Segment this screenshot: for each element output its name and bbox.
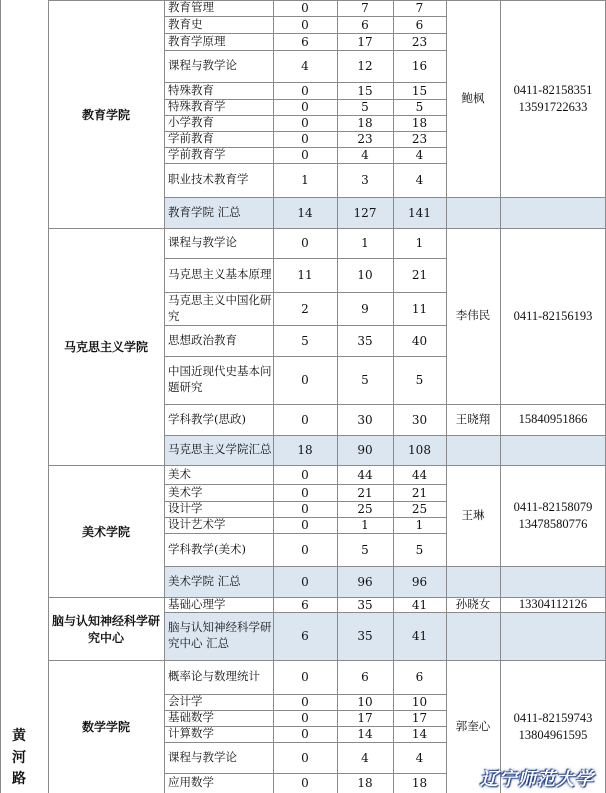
college-name: 教育学院 (81, 107, 130, 122)
major-name: 学科教学(思政) (168, 411, 246, 426)
summary-value: 14 (297, 205, 313, 220)
major-name: 设计学 (168, 501, 203, 516)
contact-person: 王琳 (461, 507, 485, 522)
major-name: 计算数学 (168, 726, 214, 741)
quota-value: 7 (361, 1, 369, 15)
grid-line (0, 0, 1, 793)
total-value: 4 (415, 173, 424, 187)
quota-value: 0 (301, 670, 309, 684)
contact-person: 孙晓女 (455, 596, 491, 611)
quota-value: 0 (301, 542, 309, 557)
phone-number: 13804961595 (518, 727, 588, 742)
quota-value: 4 (361, 750, 369, 765)
summary-total: 96 (411, 574, 428, 589)
total-value: 40 (411, 333, 428, 348)
college-name: 马克思主义学院 (63, 340, 148, 354)
major-name: 特殊教育 (168, 82, 214, 97)
summary-label: 马克思主义学院汇总 (168, 442, 272, 457)
major-name: 基础心理学 (168, 596, 226, 611)
major-name: 小学教育 (168, 115, 214, 130)
major-name: 教育管理 (168, 0, 214, 15)
phone-number: 0411-82159743 (513, 711, 593, 726)
contact-person: 郭奎心 (455, 718, 491, 733)
major-name: 教育学原理 (168, 33, 226, 48)
quota-value: 15 (357, 83, 373, 98)
total-value: 18 (411, 116, 428, 130)
major-name: 应用数学 (168, 775, 214, 790)
major-name: 马克思主义基本原理 (168, 267, 272, 282)
quota-value: 3 (361, 173, 369, 187)
total-value: 5 (415, 373, 424, 387)
college-name: 美术学院 (81, 524, 130, 539)
total-value: 16 (411, 59, 428, 73)
quota-value: 4 (361, 148, 369, 162)
summary-total: 41 (411, 629, 428, 643)
grid-line (446, 612, 606, 613)
major-name: 课程与教学论 (168, 235, 237, 250)
quota-value: 0 (301, 727, 309, 741)
quota-value: 0 (301, 148, 309, 162)
major-name: 中国近现代史基本问题研究 (168, 364, 272, 394)
quota-value: 0 (301, 100, 309, 114)
quota-value: 0 (301, 518, 309, 532)
total-value: 7 (415, 1, 424, 15)
quota-value: 6 (301, 597, 309, 612)
quota-value: 1 (301, 173, 309, 187)
quota-value: 0 (301, 1, 309, 15)
total-value: 1 (415, 518, 424, 532)
major-name: 会计学 (168, 694, 203, 709)
total-value: 4 (415, 750, 424, 765)
total-value: 1 (415, 236, 424, 250)
total-value: 25 (411, 502, 428, 516)
summary-value: 18 (297, 443, 313, 457)
major-name: 特殊教育学 (168, 99, 226, 114)
total-value: 5 (415, 100, 424, 114)
university-watermark: 辽宁师范大学 (480, 769, 594, 790)
summary-value: 35 (357, 629, 373, 643)
quota-value: 0 (301, 711, 309, 725)
quota-value: 1 (361, 236, 369, 250)
quota-value: 5 (361, 373, 369, 387)
major-name: 学前教育 (168, 131, 214, 146)
total-value: 4 (415, 148, 424, 162)
major-name: 学前教育学 (168, 147, 226, 162)
college-name: 数学学院 (81, 720, 130, 734)
major-name: 概率论与数理统计 (168, 669, 260, 684)
quota-value: 12 (357, 59, 373, 73)
contact-phone (500, 465, 606, 566)
quota-value: 0 (301, 236, 309, 250)
major-name: 学科教学(美术) (168, 541, 246, 556)
quota-value: 0 (301, 83, 309, 98)
major-name: 课程与教学论 (168, 58, 237, 73)
quota-value: 6 (361, 17, 369, 32)
major-name: 职业技术教育学 (168, 172, 249, 187)
grid-line (446, 566, 606, 567)
quota-value: 35 (357, 333, 373, 348)
contact-person: 李伟民 (455, 308, 491, 323)
quota-value: 5 (361, 100, 369, 114)
contact-phone: 15840951866 (518, 412, 588, 427)
quota-value: 18 (357, 116, 373, 130)
quota-value: 0 (301, 695, 309, 709)
summary-value: 90 (357, 443, 373, 457)
quota-value: 21 (357, 485, 373, 500)
quota-value: 0 (301, 132, 309, 146)
total-value: 23 (411, 132, 428, 146)
total-value: 44 (411, 467, 428, 482)
summary-total: 108 (408, 443, 431, 457)
total-value: 17 (411, 711, 428, 725)
quota-value: 0 (301, 485, 309, 500)
contact-phone: 0411-82156193 (513, 308, 593, 323)
major-name: 基础数学 (168, 710, 214, 725)
total-value: 41 (411, 597, 428, 612)
quota-value: 6 (301, 34, 309, 49)
total-value: 15 (411, 83, 428, 98)
quota-value: 0 (301, 467, 309, 482)
contact-person: 王晓翔 (455, 411, 491, 426)
quota-value: 14 (357, 727, 373, 741)
college-name: 脑与认知神经科学研究中心 (52, 613, 161, 645)
total-value: 30 (411, 412, 428, 427)
quota-value: 0 (301, 116, 309, 130)
summary-label: 教育学院 汇总 (168, 204, 241, 219)
quota-value: 1 (361, 518, 369, 532)
summary-value: 96 (357, 574, 373, 589)
summary-label: 美术学院 汇总 (168, 573, 241, 588)
quota-value: 0 (301, 412, 309, 427)
total-value: 18 (411, 776, 428, 790)
quota-value: 9 (361, 301, 369, 316)
quota-value: 44 (357, 467, 373, 482)
quota-value: 11 (297, 268, 313, 282)
total-value: 6 (415, 670, 424, 684)
quota-value: 0 (301, 776, 309, 790)
summary-label: 脑与认知神经科学研究中心 汇总 (168, 620, 272, 650)
quota-value: 17 (357, 34, 373, 49)
major-name: 教育史 (168, 16, 203, 31)
quota-value: 4 (301, 59, 309, 73)
quota-value: 23 (357, 132, 373, 146)
quota-value: 18 (357, 776, 373, 790)
summary-value: 6 (301, 629, 309, 643)
quota-value: 0 (301, 17, 309, 32)
contact-phone: 13304112126 (518, 597, 588, 612)
phone-number: 0411-82158079 (513, 500, 593, 515)
phone-number: 13478580776 (518, 516, 588, 531)
phone-number: 13591722633 (518, 99, 588, 114)
summary-total: 141 (408, 205, 431, 220)
quota-value: 0 (301, 750, 309, 765)
quota-value: 0 (301, 502, 309, 516)
grid-line (446, 197, 606, 198)
major-name: 思想政治教育 (168, 332, 237, 347)
quota-value: 5 (301, 333, 309, 348)
summary-value: 127 (353, 205, 377, 220)
phone-number: 0411-82158351 (513, 83, 593, 98)
grid-line (48, 0, 49, 793)
campus-label: 黄 河 路 (12, 728, 26, 788)
total-value: 21 (411, 485, 428, 500)
contact-phone (500, 0, 606, 197)
quota-value: 6 (361, 670, 369, 684)
quota-value: 25 (357, 502, 373, 516)
major-name: 马克思主义中国化研究 (168, 292, 272, 323)
quota-value: 17 (357, 711, 373, 725)
total-value: 21 (411, 268, 428, 282)
total-value: 6 (415, 17, 424, 32)
total-value: 5 (415, 542, 424, 557)
quota-value: 5 (361, 542, 369, 557)
quota-value: 2 (301, 301, 309, 316)
major-name: 设计艺术学 (168, 517, 226, 532)
quota-value: 0 (301, 373, 309, 387)
quota-value: 35 (357, 597, 373, 612)
quota-value: 30 (357, 412, 373, 427)
quota-value: 10 (357, 695, 373, 709)
major-name: 课程与教学论 (168, 749, 237, 764)
total-value: 14 (411, 727, 428, 741)
major-name: 美术学 (168, 484, 203, 499)
summary-value: 0 (301, 574, 309, 589)
major-name: 美术 (168, 466, 191, 481)
contact-person: 鲍枫 (461, 90, 485, 105)
total-value: 10 (411, 695, 428, 709)
total-value: 23 (411, 34, 428, 49)
quota-value: 10 (357, 268, 373, 282)
total-value: 11 (411, 301, 428, 316)
